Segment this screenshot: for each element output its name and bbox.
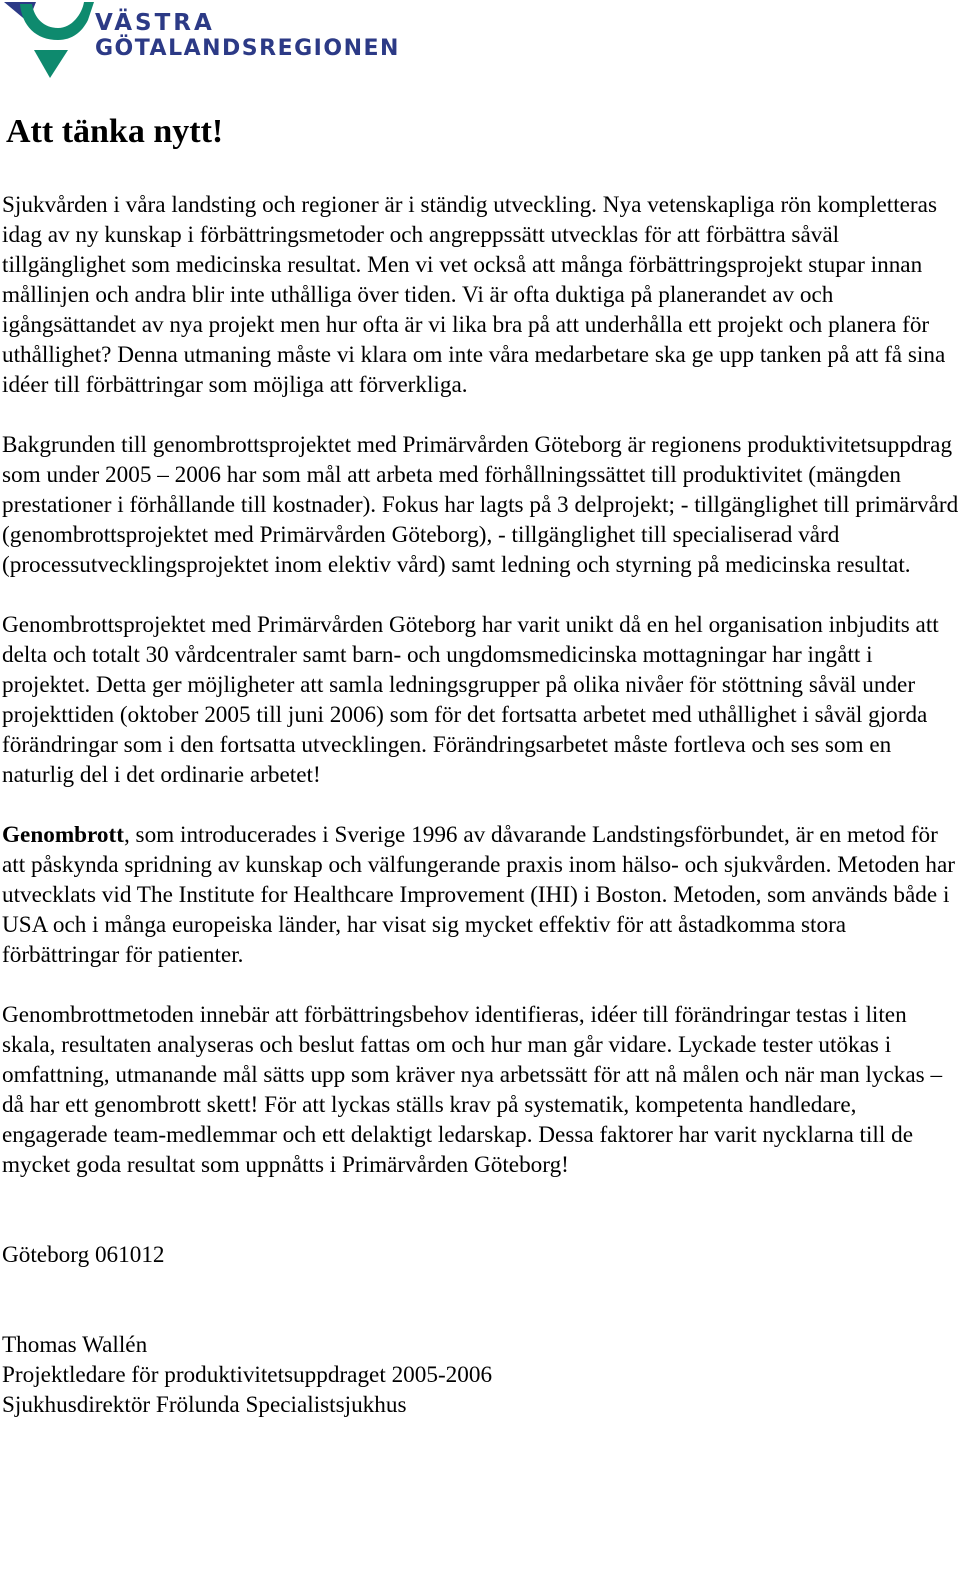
paragraph-background: Bakgrunden till genombrottsprojektet med Primärvården Göteborg är regionens produktivitetsuppdrag som under 2005 – 2006 har som mål att arbeta med förhållningssättet till produktivitet (mängden prestationer i förhållande till kostnader). Fokus har lagts på 3 delprojekt; - tillgänglighet till primärvård (genombrottsprojektet med Primärvården Göteborg), - tillgänglighet till specialiserad vård (processutvecklingsprojektet inom elektiv vård) samt ledning och styrning på medicinska resultat. xyxy=(2,432,959,578)
genombrott-term: Genombrott xyxy=(2,822,124,848)
place-date: Göteborg 061012 xyxy=(2,1242,165,1268)
paragraph-project: Genombrottsprojektet med Primärvården Göteborg har varit unikt då en hel organisation inbjudits att delta och totalt 30 vårdcentraler samt barn- och ungdomsmedicinska mottagningar har ingått i projektet. Detta ger möjligheter att samla ledningsgrupper på olika nivåer för stöttning såväl under projekttiden (oktober 2005 till juni 2006) som för det fortsatta arbetet med uthållighet i såväl gjorda förändringar som i den fortsatta utvecklingen. Förändringsarbetet måste fortleva och ses som en naturlig del i det ordinarie arbetet! xyxy=(2,612,939,788)
signatory-role-1: Projektledare för produktivitetsuppdraget 2005-2006 xyxy=(2,1362,493,1388)
page-title: Att tänka nytt! xyxy=(6,113,224,150)
document-body xyxy=(2,190,960,1420)
paragraph-genombrott xyxy=(2,820,960,970)
logo-text-line2: GÖTALANDSREGIONEN xyxy=(95,36,400,61)
logo-text-line1: VÄSTRA xyxy=(95,10,215,36)
genombrott-description: , som introducerades i Sverige 1996 av dåvarande Landstingsförbundet, är en metod för att påskynda spridning av kunskap och välfungerande praxis inom hälso- och sjukvården. Metoden har utvecklats vid The Institute for Healthcare Improvement (IHI) i Boston. Metoden, som används både i USA och i många europeiska länder, har visat sig mycket effektiv för att åstadkomma stora förbättringar för patienter. xyxy=(2,822,956,968)
vgr-logo xyxy=(2,0,402,80)
vgr-logo-mark xyxy=(2,0,98,82)
paragraph-method: Genombrottmetoden innebär att förbättringsbehov identifieras, idéer till förändringar testas i liten skala, resultaten analyseras och beslut fattas om och hur man går vidare. Lyckade tester utökas i omfattning, utmanande mål sätts upp som kräver nya arbetssätt för att nå målen och när man lyckas – då har ett genombrott skett! För att lyckas ställs krav på systematik, kompetenta handledare, engagerade team-medlemmar och ett delaktigt ledarskap. Dessa faktorer har varit nycklarna till de mycket goda resultat som uppnåtts i Primärvården Göteborg! xyxy=(2,1002,943,1178)
signatory-role-2: Sjukhusdirektör Frölunda Specialistsjukhus xyxy=(2,1392,407,1418)
paragraph-intro: Sjukvården i våra landsting och regioner är i ständig utveckling. Nya vetenskapliga rön kompletteras idag av ny kunskap i förbättringsmetoder och angreppssätt utvecklas för att förbättra såväl tillgänglighet som medicinska resultat. Men vi vet också att många förbättringsprojekt stupar innan mållinjen och andra blir inte uthålliga över tiden. Vi är ofta duktiga på planerandet av och igångsättandet av nya projekt men hur ofta är vi lika bra på att underhålla ett projekt och planera för uthållighet? Denna utmaning måste vi klara om inte våra medarbetare ska ge upp tanken på att få sina idéer till förbättringar som möjliga att förverkliga. xyxy=(2,192,946,398)
signatory-name: Thomas Wallén xyxy=(2,1332,148,1358)
